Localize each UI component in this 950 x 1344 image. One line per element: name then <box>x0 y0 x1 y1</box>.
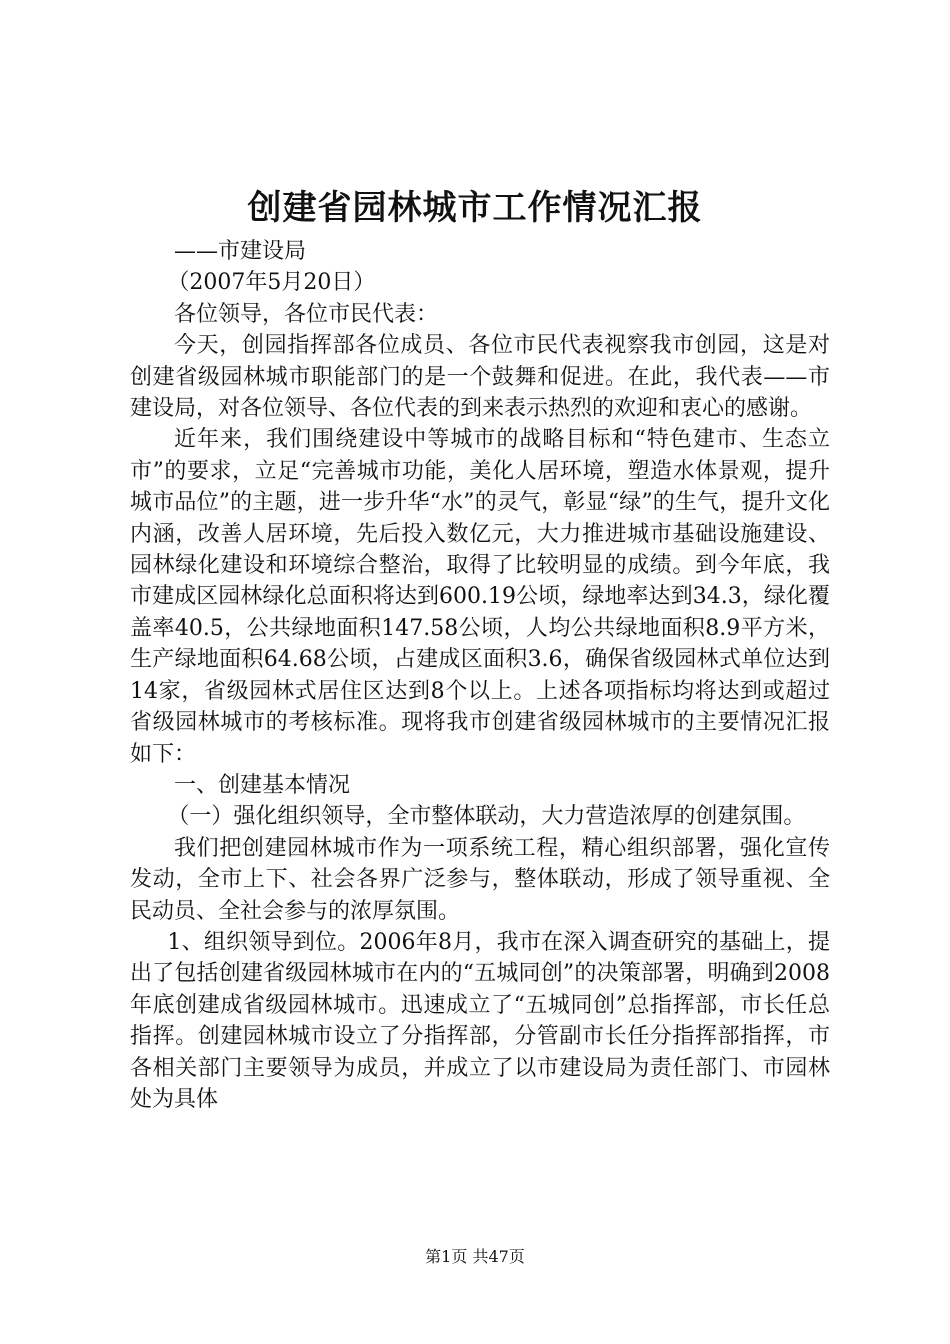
page-footer <box>0 1246 950 1268</box>
paragraph-organization: 1、组织领导到位。2006年8月，我市在深入调查研究的基础上，提出了包括创建省级园林城市在内的“五城同创”的决策部署，明确到2008年底创建成省级园林城市。迅速成立了“五城同创”总指挥部，市长任总指挥。创建园林城市设立了分指挥部，分管副市长任分指挥部指挥，市各相关部门主要领导为成员，并成立了以市建设局为责任部门、市园林处为具体 <box>130 929 831 1112</box>
date-line: （2007年5月20日） <box>167 270 376 296</box>
subsection-heading: （一）强化组织领导，全市整体联动，大力营造浓厚的创建氛围。 <box>167 804 806 830</box>
document-body <box>130 236 830 1115</box>
paragraph-intro: 今天，创园指挥部各位成员、各位市民代表视察我市创园，这是对创建省级园林城市职能部门的是一个鼓舞和促进。在此，我代表——市建设局，对各位领导、各位代表的到来表示热烈的欢迎和衷心的感谢。 <box>130 333 830 422</box>
paragraph-achievements: 近年来，我们围绕建设中等城市的战略目标和“特色建市、生态立市”的要求，立足“完善城市功能，美化人居环境，塑造水体景观，提升城市品位”的主题，进一步升华“水”的灵气，彰显“绿”的生气，提升文化内涵，改善人居环境，先后投入数亿元，大力推进城市基础设施建设、园林绿化建设和环境综合整治，取得了比较明显的成绩。到今年底，我市建成区园林绿化总面积将达到600.19公顷，绿地率达到34.3，绿化覆盖率40.5，公共绿地面积147.58公顷，人均公共绿地面积8.9平方米，生产绿地面积64.68公顷，占建成区面积3.6，确保省级园林式单位达到14家，省级园林式居住区达到8个以上。上述各项指标均将达到或超过省级园林城市的考核标准。现将我市创建省级园林城市的主要情况汇报如下： <box>130 427 830 767</box>
paragraph-overview: 我们把创建园林城市作为一项系统工程，精心组织部署，强化宣传发动，全市上下、社会各界广泛参与，整体联动，形成了领导重视、全民动员、全社会参与的浓厚氛围。 <box>130 835 830 924</box>
author-line: ——市建设局 <box>174 239 307 264</box>
page-number: 第1页 <box>425 1247 468 1266</box>
section-heading: 一、创建基本情况 <box>174 772 351 798</box>
page-title: 创建省园林城市工作情况汇报 <box>247 188 703 228</box>
greeting-line: 各位领导，各位市民代表： <box>174 301 439 327</box>
page-total: 共47页 <box>472 1247 525 1266</box>
